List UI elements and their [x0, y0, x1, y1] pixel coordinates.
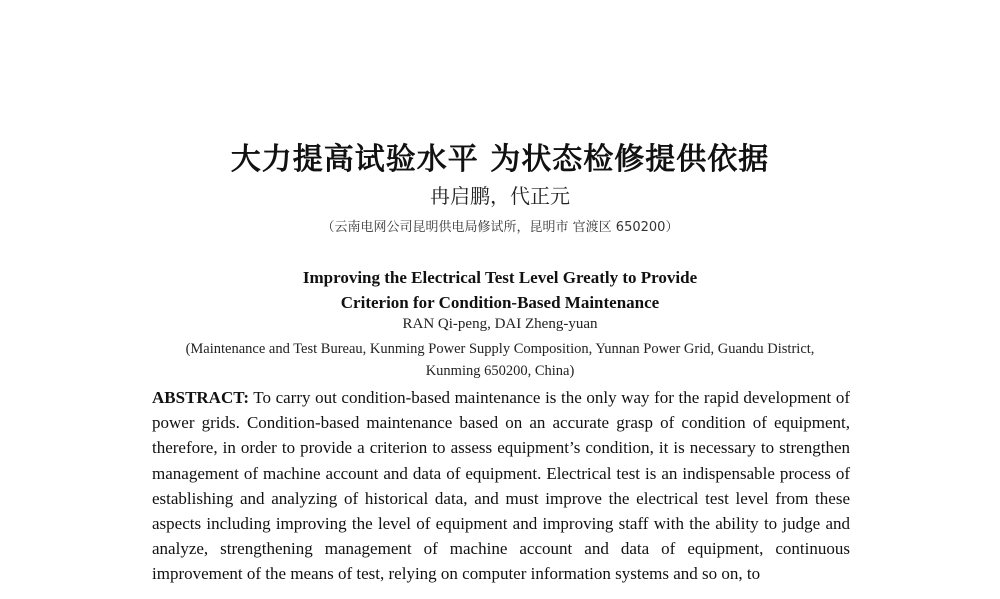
english-affiliation-line-1: (Maintenance and Test Bureau, Kunming Power Supply Composition, Yunnan Power Grid, Guandu District, [185, 341, 815, 357]
abstract-text: To carry out condition-based maintenance is the only way for the rapid development of power grids. Condition-based maintenance based on an accurate grasp of condition of equipment, therefore, in order to provide a criterion to assess equipment’s condition, it is necessary to strengthen management of machine account and data of equipment. Electrical test is an indispensable process of establishing and analyzing of historical data, and must improve the electrical test level from these aspects including improving the level of equipment and improving staff with the ability to judge and analyze, strengthening management of machine account and data of equipment, continuous improvement of the means of test, relying on computer information systems and so on, to [152, 388, 850, 584]
chinese-affiliation: （云南电网公司昆明供电局修试所，昆明市 官渡区 650200） [321, 220, 679, 235]
english-title-line-2: Criterion for Condition-Based Maintenance [340, 293, 660, 312]
english-authors: RAN Qi-peng, DAI Zheng-yuan [402, 316, 598, 332]
chinese-authors: 冉启鹏，代正元 [430, 184, 570, 208]
abstract-label: ABSTRACT: [152, 388, 249, 407]
abstract-paragraph [152, 385, 850, 587]
english-affiliation [150, 338, 850, 382]
english-affiliation-line-2: Kunming 650200, China) [425, 363, 575, 379]
english-title-line-1: Improving the Electrical Test Level Greatly to Provide [302, 268, 698, 287]
chinese-title: 大力提高试验水平 为状态检修提供依据 [230, 142, 770, 177]
